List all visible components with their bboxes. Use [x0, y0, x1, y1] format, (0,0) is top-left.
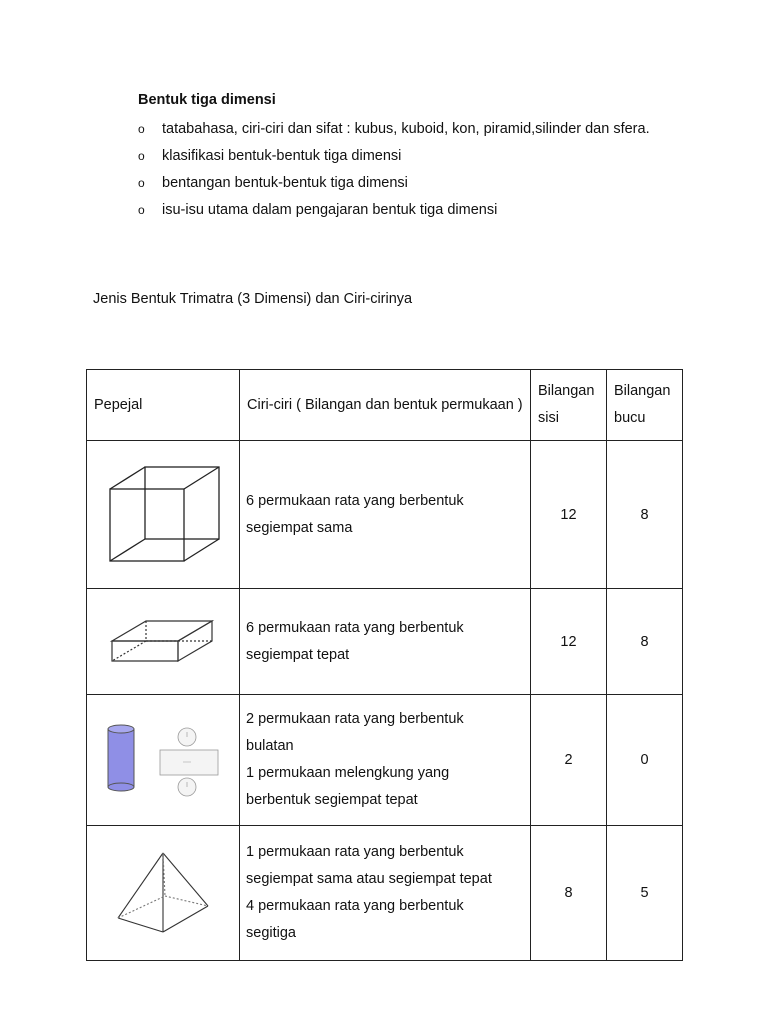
header-bilangan-bucu: Bilangan bucu [607, 370, 683, 441]
sisi-value: 8 [531, 826, 607, 961]
table-header-row [87, 370, 683, 441]
bullet-marker: o [138, 176, 145, 190]
header-pepejal: Pepejal [87, 370, 240, 441]
bucu-value: 5 [607, 826, 683, 961]
header-ciri-ciri: Ciri-ciri ( Bilangan dan bentuk permukaan ) [240, 370, 531, 441]
description-cell: 2 permukaan rata yang berbentuk bulatan 1 permukaan melengkung yang berbentuk segiempat tepat [240, 695, 531, 826]
cube-figure-cell [87, 441, 240, 589]
table-row [87, 826, 683, 961]
bullet-marker: o [138, 203, 145, 217]
list-item: o tatabahasa, ciri-ciri dan sifat : kubus, kuboid, kon, piramid,silinder dan sfera. [138, 116, 678, 143]
pyramid-figure-cell [87, 826, 240, 961]
bucu-value: 0 [607, 695, 683, 826]
bullet-marker: o [138, 122, 145, 136]
header-bilangan-sisi: Bilangan sisi [531, 370, 607, 441]
description-cell: 1 permukaan rata yang berbentuk segiempat sama atau segiempat tepat 4 permukaan rata yang berbentuk segitiga [240, 826, 531, 961]
sisi-value: 12 [531, 441, 607, 589]
bucu-value: 8 [607, 441, 683, 589]
table-row [87, 589, 683, 695]
sisi-value: 2 [531, 695, 607, 826]
pyramid-figure [113, 850, 213, 936]
list-item: o bentangan bentuk-bentuk tiga dimensi [138, 170, 678, 197]
cube-figure [103, 463, 223, 567]
cylinder-solid [108, 725, 134, 791]
topic-list [138, 116, 678, 224]
cuboid-figure [108, 617, 218, 667]
cuboid-figure-cell [87, 589, 240, 695]
bucu-value: 8 [607, 589, 683, 695]
cylinder-net [160, 728, 218, 796]
table-row [87, 441, 683, 589]
table-row [87, 695, 683, 826]
list-item: o klasifikasi bentuk-bentuk tiga dimensi [138, 143, 678, 170]
description-cell: 6 permukaan rata yang berbentuk segiempat sama [240, 441, 531, 589]
list-item: o isu-isu utama dalam pengajaran bentuk tiga dimensi [138, 197, 678, 224]
description-cell: 6 permukaan rata yang berbentuk segiempat tepat [240, 589, 531, 695]
bullet-marker: o [138, 149, 145, 163]
cylinder-figure [105, 723, 221, 797]
table-title: Jenis Bentuk Trimatra (3 Dimensi) dan Ciri-cirinya [93, 291, 413, 307]
section-heading: Bentuk tiga dimensi [138, 92, 276, 108]
cylinder-figure-cell [87, 695, 240, 826]
sisi-value: 12 [531, 589, 607, 695]
shapes-table [86, 369, 683, 961]
